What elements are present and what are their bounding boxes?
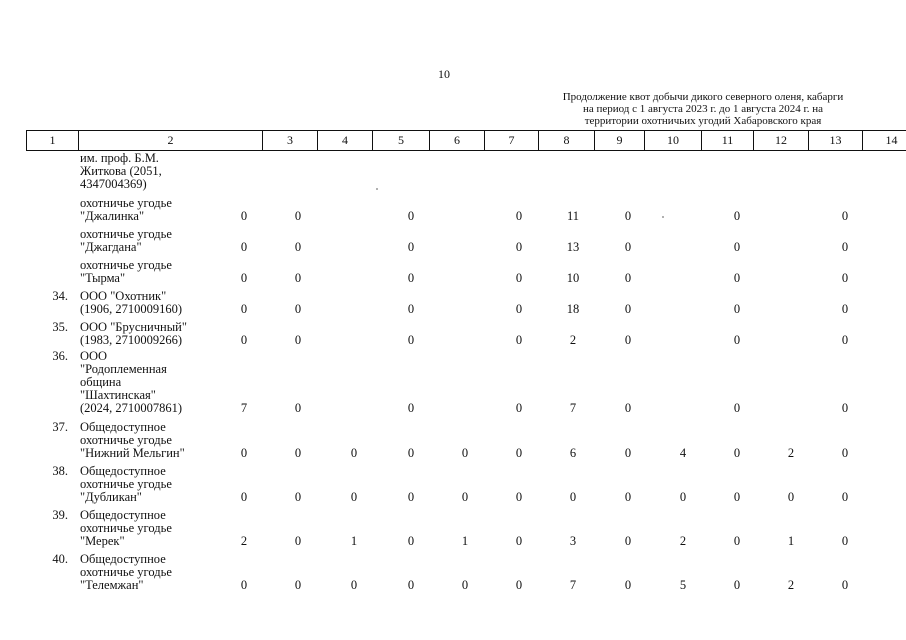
quota-cell-col-8: 0 xyxy=(515,240,523,254)
row-name xyxy=(80,421,220,460)
quota-cell-col-14: 0 xyxy=(841,240,849,254)
row-name-line: Общедоступное xyxy=(80,508,166,522)
quota-cell-col-4: 0 xyxy=(294,534,302,548)
quota-cell-col-3: 2 xyxy=(240,534,248,548)
quota-cell-col-7: 0 xyxy=(461,578,469,592)
quota-cell-col-5: 1 xyxy=(350,534,358,548)
quota-cell-col-10: 0 xyxy=(624,209,632,223)
row-name-line: охотничье угодье xyxy=(80,521,172,535)
column-header: 12 xyxy=(754,131,809,151)
row-name-line: ООО "Брусничный" xyxy=(80,320,187,334)
row-name-line: ООО "Охотник" xyxy=(80,289,167,303)
quota-cell-col-6: 0 xyxy=(407,271,415,285)
row-name-line: "Мерек" xyxy=(80,534,125,548)
page-number: 10 xyxy=(438,67,450,81)
row-name-line: "Шахтинская" xyxy=(80,388,156,402)
quota-cell-col-10: 0 xyxy=(624,446,632,460)
quota-cell-col-9: 2 xyxy=(569,333,577,347)
row-name-line: им. проф. Б.М. xyxy=(80,151,159,165)
column-header: 13 xyxy=(809,131,863,151)
quota-cell-col-13: 2 xyxy=(787,446,795,460)
quota-cell-col-5: 0 xyxy=(350,578,358,592)
quota-cell-col-8: 0 xyxy=(515,271,523,285)
quota-cell-col-8: 0 xyxy=(515,446,523,460)
row-name-line: (1983, 2710009266) xyxy=(80,333,183,347)
row-name-line: "Тырма" xyxy=(80,271,126,285)
row-name-line: 4347004369) xyxy=(80,177,147,191)
quota-cell-col-14: 0 xyxy=(841,534,849,548)
quota-cell-col-12: 0 xyxy=(733,401,741,415)
quota-cell-col-11: 4 xyxy=(679,446,687,460)
row-name-line: Житкова (2051, xyxy=(80,164,162,178)
quota-cell-col-14: 0 xyxy=(841,209,849,223)
row-name xyxy=(80,321,220,347)
quota-cell-col-12: 0 xyxy=(733,446,741,460)
quota-cell-col-8: 0 xyxy=(515,333,523,347)
quota-cell-col-14: 0 xyxy=(841,490,849,504)
quota-cell-col-12: 0 xyxy=(733,333,741,347)
quota-cell-col-6: 0 xyxy=(407,209,415,223)
quota-cell-col-13: 2 xyxy=(787,578,795,592)
quota-cell-col-5: 0 xyxy=(350,490,358,504)
quota-cell-col-14: 0 xyxy=(841,446,849,460)
column-number-header xyxy=(26,130,906,151)
row-number: 35. xyxy=(52,320,68,334)
row-name-line: "Родоплеменная xyxy=(80,362,167,376)
row-number: 36. xyxy=(52,349,68,363)
quota-cell-col-6: 0 xyxy=(407,333,415,347)
quota-cell-col-8: 0 xyxy=(515,209,523,223)
quota-cell-col-3: 0 xyxy=(240,209,248,223)
quota-cell-col-4: 0 xyxy=(294,240,302,254)
row-name-line: охотничье угодье xyxy=(80,227,172,241)
quota-cell-col-14: 0 xyxy=(841,578,849,592)
quota-cell-col-12: 0 xyxy=(733,240,741,254)
row-name-line: Общедоступное xyxy=(80,420,166,434)
column-header: 8 xyxy=(539,131,595,151)
quota-cell-col-6: 0 xyxy=(407,240,415,254)
quota-cell-col-10: 0 xyxy=(624,302,632,316)
quota-cell-col-7: 1 xyxy=(461,534,469,548)
quota-cell-col-12: 0 xyxy=(733,302,741,316)
quota-cell-col-4: 0 xyxy=(294,333,302,347)
quota-cell-col-14: 0 xyxy=(841,401,849,415)
quota-cell-col-4: 0 xyxy=(294,490,302,504)
quota-cell-col-4: 0 xyxy=(294,578,302,592)
table-caption xyxy=(536,91,870,127)
caption-line: Продолжение квот добычи дикого северного оленя, кабарги xyxy=(562,91,844,103)
column-header: 5 xyxy=(373,131,430,151)
quota-cell-col-7: 0 xyxy=(461,490,469,504)
row-name xyxy=(80,228,220,254)
row-name-line: охотничье угодье xyxy=(80,565,172,579)
quota-cell-col-3: 0 xyxy=(240,333,248,347)
caption-line: территории охотничьих угодий Хабаровского края xyxy=(584,115,822,127)
row-name-line: Общедоступное xyxy=(80,464,166,478)
row-number: 39. xyxy=(52,508,68,522)
row-name xyxy=(80,553,220,592)
column-header: 9 xyxy=(595,131,645,151)
caption-line: на период с 1 августа 2023 г. до 1 августа 2024 г. на xyxy=(582,103,824,115)
row-name-line: "Джалинка" xyxy=(80,209,145,223)
quota-cell-col-6: 0 xyxy=(407,490,415,504)
quota-cell-col-3: 0 xyxy=(240,490,248,504)
row-name xyxy=(80,465,220,504)
quota-cell-col-10: 0 xyxy=(624,333,632,347)
scan-speck xyxy=(662,216,664,218)
row-number: 34. xyxy=(52,289,68,303)
row-name-line: охотничье угодье xyxy=(80,433,172,447)
row-name xyxy=(80,509,220,548)
quota-cell-col-6: 0 xyxy=(407,302,415,316)
row-name-line: охотничье угодье xyxy=(80,196,172,210)
quota-cell-col-9: 18 xyxy=(566,302,580,316)
quota-cell-col-9: 13 xyxy=(566,240,580,254)
quota-cell-col-3: 0 xyxy=(240,302,248,316)
quota-cell-col-6: 0 xyxy=(407,578,415,592)
row-name-line: "Телемжан" xyxy=(80,578,144,592)
quota-cell-col-10: 0 xyxy=(624,271,632,285)
quota-cell-col-14: 0 xyxy=(841,333,849,347)
scan-speck xyxy=(376,188,378,190)
quota-cell-col-12: 0 xyxy=(733,534,741,548)
column-header: 14 xyxy=(863,131,906,151)
column-header: 7 xyxy=(485,131,539,151)
quota-cell-col-9: 6 xyxy=(569,446,577,460)
quota-cell-col-4: 0 xyxy=(294,209,302,223)
quota-cell-col-7: 0 xyxy=(461,446,469,460)
quota-cell-col-9: 7 xyxy=(569,578,577,592)
row-name xyxy=(80,350,220,415)
row-name-line: "Нижний Мельгин" xyxy=(80,446,185,460)
quota-cell-col-9: 10 xyxy=(566,271,580,285)
column-header: 2 xyxy=(79,131,263,151)
quota-cell-col-6: 0 xyxy=(407,534,415,548)
quota-cell-col-8: 0 xyxy=(515,578,523,592)
row-name-line: (1906, 2710009160) xyxy=(80,302,183,316)
row-number: 37. xyxy=(52,420,68,434)
row-name-line: "Джагдана" xyxy=(80,240,142,254)
quota-cell-col-8: 0 xyxy=(515,302,523,316)
quota-cell-col-9: 3 xyxy=(569,534,577,548)
column-header: 6 xyxy=(430,131,485,151)
quota-cell-col-3: 0 xyxy=(240,446,248,460)
row-name-line: охотничье угодье xyxy=(80,477,172,491)
quota-cell-col-11: 0 xyxy=(679,490,687,504)
row-name-line: община xyxy=(80,375,122,389)
quota-cell-col-6: 0 xyxy=(407,446,415,460)
quota-cell-col-11: 5 xyxy=(679,578,687,592)
quota-cell-col-8: 0 xyxy=(515,401,523,415)
row-name-line: "Дубликан" xyxy=(80,490,142,504)
quota-cell-col-10: 0 xyxy=(624,534,632,548)
quota-cell-col-6: 0 xyxy=(407,401,415,415)
quota-cell-col-4: 0 xyxy=(294,302,302,316)
quota-cell-col-14: 0 xyxy=(841,302,849,316)
row-number: 38. xyxy=(52,464,68,478)
row-name xyxy=(80,290,220,316)
quota-cell-col-4: 0 xyxy=(294,446,302,460)
row-name-line: охотничье угодье xyxy=(80,258,172,272)
quota-cell-col-3: 0 xyxy=(240,271,248,285)
column-header: 11 xyxy=(702,131,754,151)
quota-cell-col-11: 2 xyxy=(679,534,687,548)
row-name-line: ООО xyxy=(80,349,108,363)
column-header: 4 xyxy=(318,131,373,151)
row-name-line: Общедоступное xyxy=(80,552,166,566)
quota-cell-col-12: 0 xyxy=(733,271,741,285)
quota-cell-col-12: 0 xyxy=(733,209,741,223)
row-name xyxy=(80,197,220,223)
quota-cell-col-8: 0 xyxy=(515,534,523,548)
quota-cell-col-3: 0 xyxy=(240,578,248,592)
row-name-line: (2024, 2710007861) xyxy=(80,401,183,415)
quota-cell-col-9: 0 xyxy=(569,490,577,504)
row-number: 40. xyxy=(52,552,68,566)
quota-cell-col-10: 0 xyxy=(624,578,632,592)
quota-cell-col-4: 0 xyxy=(294,271,302,285)
column-header: 3 xyxy=(263,131,318,151)
quota-cell-col-3: 7 xyxy=(240,401,248,415)
row-name xyxy=(80,152,220,191)
quota-cell-col-5: 0 xyxy=(350,446,358,460)
quota-cell-col-10: 0 xyxy=(624,240,632,254)
row-name xyxy=(80,259,220,285)
quota-cell-col-12: 0 xyxy=(733,490,741,504)
quota-cell-col-12: 0 xyxy=(733,578,741,592)
quota-cell-col-10: 0 xyxy=(624,490,632,504)
quota-cell-col-13: 1 xyxy=(787,534,795,548)
quota-cell-col-13: 0 xyxy=(787,490,795,504)
quota-cell-col-9: 11 xyxy=(566,209,580,223)
column-header: 10 xyxy=(645,131,702,151)
quota-cell-col-14: 0 xyxy=(841,271,849,285)
column-header: 1 xyxy=(27,131,79,151)
quota-cell-col-3: 0 xyxy=(240,240,248,254)
quota-cell-col-8: 0 xyxy=(515,490,523,504)
quota-cell-col-4: 0 xyxy=(294,401,302,415)
quota-cell-col-10: 0 xyxy=(624,401,632,415)
quota-cell-col-9: 7 xyxy=(569,401,577,415)
